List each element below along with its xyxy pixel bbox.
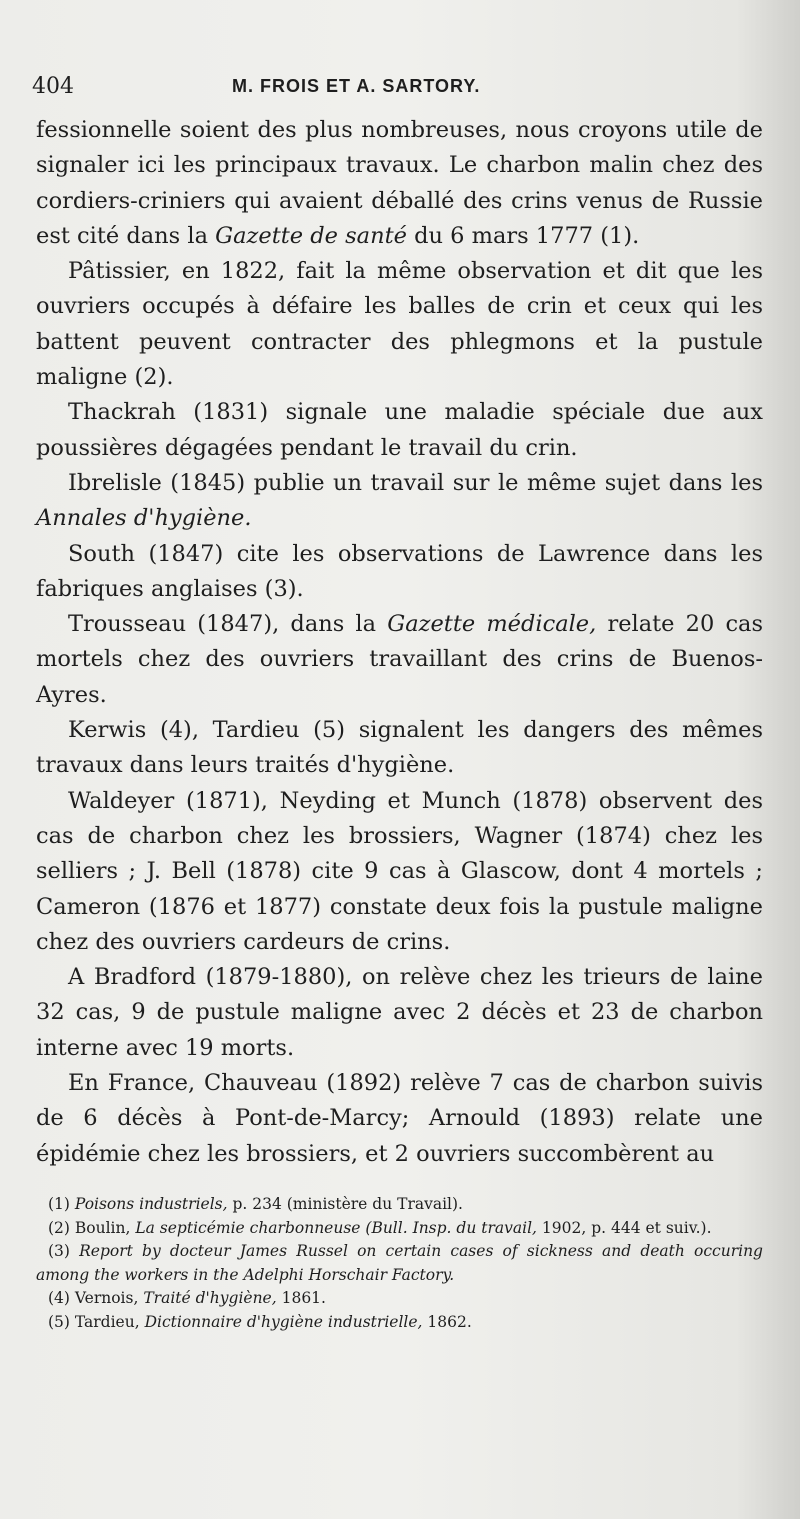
paragraph	[36, 607, 763, 713]
text-run: fessionnelle soient des plus nombreuses, nous croyons utile de signaler ici les principaux travaux. Le charbon malin chez des cordiers-criniers qui avaient déballé des crins venus de Russie est cité dans la	[36, 117, 763, 249]
paragraph	[36, 713, 763, 784]
text-run: (2) Boulin,	[48, 1218, 136, 1237]
text-run: A Bradford (1879-1880), on relève chez les trieurs de laine 32 cas, 9 de pustule maligne avec 2 décès et 23 de charbon interne avec 19 morts.	[36, 964, 763, 1061]
text-run: 1902, p. 444 et suiv.).	[536, 1218, 712, 1237]
running-head: M. FROIS ET A. SARTORY.	[232, 76, 481, 96]
paragraph	[36, 537, 763, 608]
text-run: Pâtissier, en 1822, fait la même observation et dit que les ouvriers occupés à défaire les balles de crin et ceux qui les battent peuvent contracter des phlegmons et la pustule maligne (2).	[36, 258, 763, 391]
text-run: p. 234 (ministère du Travail).	[227, 1195, 463, 1213]
body-text	[36, 113, 763, 1172]
footnote	[36, 1193, 763, 1217]
footnote	[36, 1240, 763, 1287]
text-run: (3)	[48, 1242, 80, 1260]
footnote	[36, 1287, 763, 1311]
text-run: (4) Vernois,	[48, 1289, 144, 1307]
paragraph	[36, 113, 763, 254]
page-header	[32, 74, 772, 104]
italic-text: Dictionnaire d'hygiène industrielle,	[144, 1312, 423, 1331]
italic-text: Gazette de santé	[215, 222, 407, 249]
italic-text: Gazette médicale,	[387, 611, 597, 638]
paragraph	[36, 960, 763, 1066]
text-run: (5) Tardieu,	[48, 1312, 145, 1331]
footnote	[36, 1311, 763, 1335]
text-run: En France, Chauveau (1892) relève 7 cas de charbon suivis de 6 décès à Pont-de-Marcy; Arnould (1893) relate une épidémie chez les brossiers, et 2 ouvriers succombèrent au	[36, 1070, 763, 1167]
paragraph	[36, 254, 763, 395]
text-run: 1862.	[422, 1312, 472, 1331]
text-run: Thackrah (1831) signale une maladie spéciale due aux poussières dégagées pendant le travail du crin.	[36, 399, 763, 461]
paragraph	[36, 784, 763, 960]
footnote	[36, 1217, 763, 1241]
italic-text: Traité d'hygiène,	[143, 1289, 277, 1307]
text-run: relate 20 cas mortels chez des ouvriers travaillant des crins de Buenos-Ayres.	[36, 611, 764, 708]
text-run: du 6 mars 1777 (1).	[406, 222, 640, 249]
text-run: (1)	[48, 1195, 75, 1213]
italic-text: Report by docteur James Russel on certain cases of sickness and death occuring among the workers in the Adelphi Horschair Factory.	[36, 1242, 763, 1284]
italic-text: La septicémie charbonneuse (Bull. Insp. du travail,	[135, 1218, 537, 1237]
text-run: Ibrelisle (1845) publie un travail sur le même sujet dans les	[68, 469, 763, 496]
text-run: 1861.	[276, 1289, 326, 1307]
italic-text: Annales d'hygiène.	[36, 505, 252, 532]
paragraph	[36, 1066, 763, 1172]
paragraph	[36, 466, 763, 537]
page-number: 404	[32, 74, 74, 99]
paragraph	[36, 395, 763, 466]
text-run: Trousseau (1847), dans la	[68, 611, 388, 638]
footnotes	[36, 1193, 763, 1334]
text-run: Kerwis (4), Tardieu (5) signalent les dangers des mêmes travaux dans leurs traités d'hygiène.	[36, 717, 763, 779]
text-run: Waldeyer (1871), Neyding et Munch (1878) observent des cas de charbon chez les brossiers, Wagner (1874) chez les selliers ; J. Bell (1878) cite 9 cas à Glascow, dont 4 mortels ; Cameron (1876 et 1877) constate deux fois la pustule maligne chez des ouvriers cardeurs de crins.	[36, 787, 763, 955]
text-run: South (1847) cite les observations de Lawrence dans les fabriques anglaises (3).	[36, 540, 763, 602]
italic-text: Poisons industriels,	[74, 1195, 228, 1213]
